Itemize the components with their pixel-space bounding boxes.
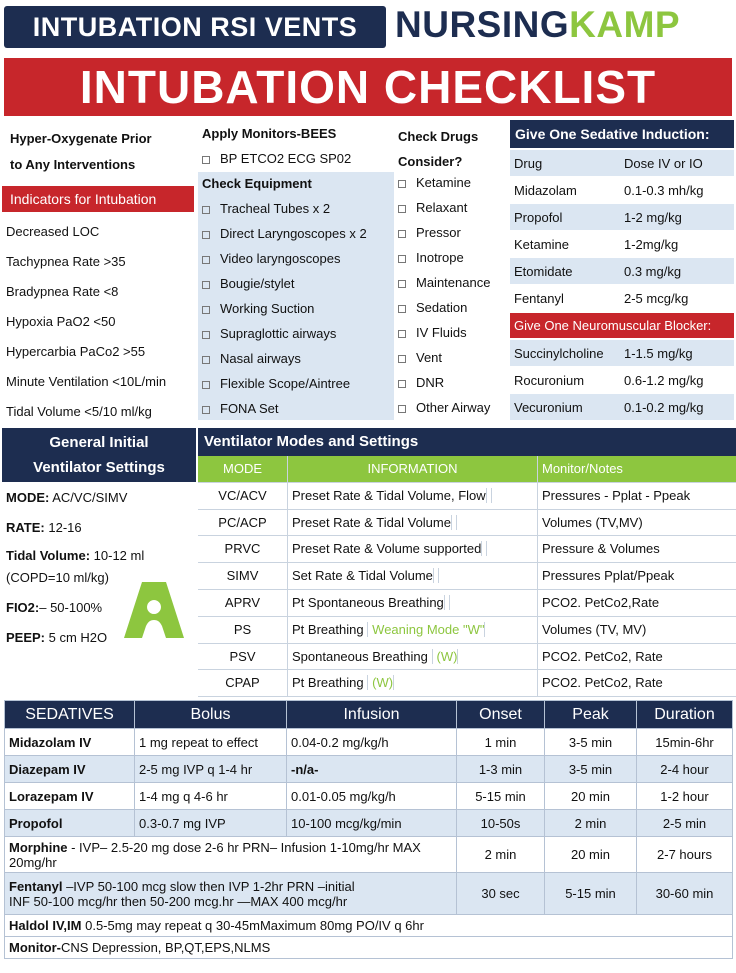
table-row: PRVC Preset Rate & Volume supported Pressure & Volumes [198, 536, 736, 563]
monitors-text: BP ETCO2 ECG SP02 [220, 151, 352, 166]
fio2-setting: FIO2:– 50-100% [6, 600, 103, 615]
checkbox-icon[interactable] [398, 380, 406, 388]
checkbox-icon[interactable] [398, 205, 406, 213]
equipment-panel [198, 172, 394, 420]
nursingkamp-a-logo-icon [122, 578, 186, 642]
table-row: Propofol 1-2 mg/kg [510, 204, 734, 231]
page-title: INTUBATION CHECKLIST [4, 58, 732, 116]
monitors-row [202, 151, 351, 166]
list-item: Hypercarbia PaCo2 >55 [6, 344, 146, 359]
checkbox-icon[interactable] [398, 405, 406, 413]
indicators-heading: Indicators for Intubation [2, 186, 194, 212]
general-settings-panel [2, 482, 196, 690]
checkbox-icon[interactable] [398, 305, 406, 313]
indicators-list [6, 217, 166, 420]
table-row: SIMV Set Rate & Tidal Volume Pressures Pplat/Ppeak [198, 563, 736, 590]
list-item: Flexible Scope/Aintree [198, 371, 394, 396]
table-row [5, 937, 733, 959]
list-item: Vent [398, 345, 490, 370]
checkbox-icon[interactable] [202, 406, 210, 414]
list-item: Nasal airways [198, 346, 394, 371]
drugs-column [394, 120, 508, 420]
morphine-cell: Morphine - IVP– 2.5-20 mg dose 2-6 hr PRN– Infusion 1-10mg/hr MAX 20mg/hr [5, 837, 457, 873]
table-row: Fentanyl –IVP 50-100 mcg slow then IVP 1-2hr PRN –initial INF 50-100 mcg/hr then 50-200 mcg.hr —MAX 400 mcg/hr 30 sec 5-15 min 30-60 min [5, 873, 733, 915]
tidal-volume-setting: Tidal Volume: 10-12 ml [6, 548, 145, 563]
table-row: Etomidate 0.3 mg/kg [510, 258, 734, 285]
list-item: Hypoxia PaO2 <50 [6, 314, 116, 329]
list-item: Sedation [398, 295, 490, 320]
hyper-oxygenate-note [10, 126, 152, 178]
checkbox-icon[interactable] [202, 256, 210, 264]
list-item: Decreased LOC [6, 224, 100, 239]
checkbox-icon[interactable] [202, 306, 210, 314]
induction-column [510, 120, 734, 426]
sedative-table [510, 150, 734, 312]
equipment-list [198, 196, 394, 420]
header [0, 0, 736, 56]
monitors-heading: Apply Monitors-BEES [202, 126, 337, 141]
sedative-induction-heading: Give One Sedative Induction: [510, 120, 734, 148]
table-row: Ketamine 1-2mg/kg [510, 231, 734, 258]
checkbox-icon[interactable] [202, 331, 210, 339]
list-item: IV Fluids [398, 320, 490, 345]
table-row: APRV Pt Spontaneous Breathing PCO2. PetCo2,Rate [198, 590, 736, 617]
checkbox-icon[interactable] [202, 281, 210, 289]
table-row: PSV Spontaneous Breathing (W) PCO2. PetCo2, Rate [198, 644, 736, 671]
table-row: Morphine - IVP– 2.5-20 mg dose 2-6 hr PRN– Infusion 1-10mg/hr MAX 20mg/hr 2 min 20 min 2-7 hours [5, 837, 733, 873]
checkbox-icon[interactable] [398, 255, 406, 263]
table-row: PC/ACP Preset Rate & Tidal Volume Volumes (TV,MV) [198, 510, 736, 537]
list-item: Tidal Volume <5/10 ml/kg [6, 404, 152, 419]
list-item: Pressor [398, 220, 490, 245]
tidal-volume-copd: (COPD=10 ml/kg) [6, 570, 109, 585]
list-item: Maintenance [398, 270, 490, 295]
neuromuscular-heading: Give One Neuromuscular Blocker: [510, 313, 734, 338]
checkbox-icon[interactable] [398, 180, 406, 188]
checkbox-icon[interactable] [398, 330, 406, 338]
equipment-heading: Check Equipment [202, 176, 312, 191]
table-row: Succinylcholine 1-1.5 mg/kg [510, 340, 734, 367]
table-row: CPAP Pt Breathing (W) PCO2. PetCo2, Rate [198, 670, 736, 697]
table-row: Diazepam IV 2-5 mg IVP q 1-4 hr -n/a- 1-3 min 3-5 min 2-4 hour [5, 756, 733, 783]
brand-part-1: NURSING [395, 4, 570, 45]
table-row: Lorazepam IV 1-4 mg q 4-6 hr 0.01-0.05 mg/kg/h 5-15 min 20 min 1-2 hour [5, 783, 733, 810]
list-item: Working Suction [198, 296, 394, 321]
checkbox-icon[interactable] [398, 355, 406, 363]
list-item: Tachypnea Rate >35 [6, 254, 126, 269]
brand-part-2: KAMP [569, 4, 681, 45]
table-row: PS Pt Breathing Weaning Mode "W" Volumes (TV, MV) [198, 617, 736, 644]
list-item: Video laryngoscopes [198, 246, 394, 271]
haldol-cell: Haldol IV,IM 0.5-5mg may repeat q 30-45mMaximum 80mg PO/IV q 6hr [5, 915, 733, 937]
list-item: Minute Ventilation <10L/min [6, 374, 167, 389]
brand-logo [395, 4, 680, 46]
general-settings-heading: General Initial Ventilator Settings [2, 428, 196, 482]
list-item: Bougie/stylet [198, 271, 394, 296]
vent-modes-heading: Ventilator Modes and Settings [198, 428, 736, 456]
fentanyl-cell: Fentanyl –IVP 50-100 mcg slow then IVP 1-2hr PRN –initial INF 50-100 mcg/hr then 50-200 mcg.hr —MAX 400 mcg/hr [5, 873, 457, 915]
table-row: VC/ACV Preset Rate & Tidal Volume, Flow Pressures - Pplat - Ppeak [198, 483, 736, 510]
checkbox-icon[interactable] [202, 231, 210, 239]
table-row: Midazolam 0.1-0.3 mh/kg [510, 177, 734, 204]
list-item: Inotrope [398, 245, 490, 270]
table-row: Vecuronium 0.1-0.2 mg/kg [510, 394, 734, 421]
list-item: FONA Set [198, 396, 394, 420]
checkbox-icon[interactable] [202, 381, 210, 389]
checkbox-icon[interactable] [202, 206, 210, 214]
drugs-heading: Check Drugs Consider? [398, 129, 479, 169]
checkbox-icon[interactable] [398, 280, 406, 288]
list-item: Tracheal Tubes x 2 [198, 196, 394, 221]
header-tag: INTUBATION RSI VENTS [4, 6, 386, 48]
monitor-cell: Monitor-CNS Depression, BP,QT,EPS,NLMS [5, 937, 733, 959]
sedatives-table [4, 700, 733, 959]
table-header-row: SEDATIVES Bolus Infusion Onset Peak Duration [5, 701, 733, 729]
list-item: DNR [398, 370, 490, 395]
mode-setting: MODE: AC/VC/SIMV [6, 490, 128, 505]
list-item: Supraglottic airways [198, 321, 394, 346]
table-row: Fentanyl 2-5 mcg/kg [510, 285, 734, 312]
list-item: Bradypnea Rate <8 [6, 284, 119, 299]
checkbox-icon[interactable] [202, 156, 210, 164]
list-item: Ketamine [398, 170, 490, 195]
drugs-list [398, 170, 490, 420]
neuromuscular-table [510, 340, 734, 421]
peep-setting: PEEP: 5 cm H2O [6, 630, 108, 645]
table-row: Propofol 0.3-0.7 mg IVP 10-100 mcg/kg/min 10-50s 2 min 2-5 min [5, 810, 733, 837]
list-item: Direct Laryngoscopes x 2 [198, 221, 394, 246]
rate-setting: RATE: 12-16 [6, 520, 82, 535]
table-header-row: MODE INFORMATION Monitor/Notes [198, 456, 736, 483]
table-row: Rocuronium 0.6-1.2 mg/kg [510, 367, 734, 394]
checkbox-icon[interactable] [398, 230, 406, 238]
hyper-line-1: Hyper-Oxygenate Prior [10, 131, 152, 146]
list-item: Relaxant [398, 195, 490, 220]
equipment-column [198, 120, 394, 420]
list-item: Other Airway [398, 395, 490, 420]
vent-modes-table [198, 456, 736, 697]
table-row [5, 915, 733, 937]
table-row: Midazolam IV 1 mg repeat to effect 0.04-0.2 mg/kg/h 1 min 3-5 min 15min-6hr [5, 729, 733, 756]
table-row: Drug Dose IV or IO [510, 150, 734, 177]
indicators-column [0, 120, 196, 420]
checkbox-icon[interactable] [202, 356, 210, 364]
hyper-line-2: to Any Interventions [10, 157, 136, 172]
